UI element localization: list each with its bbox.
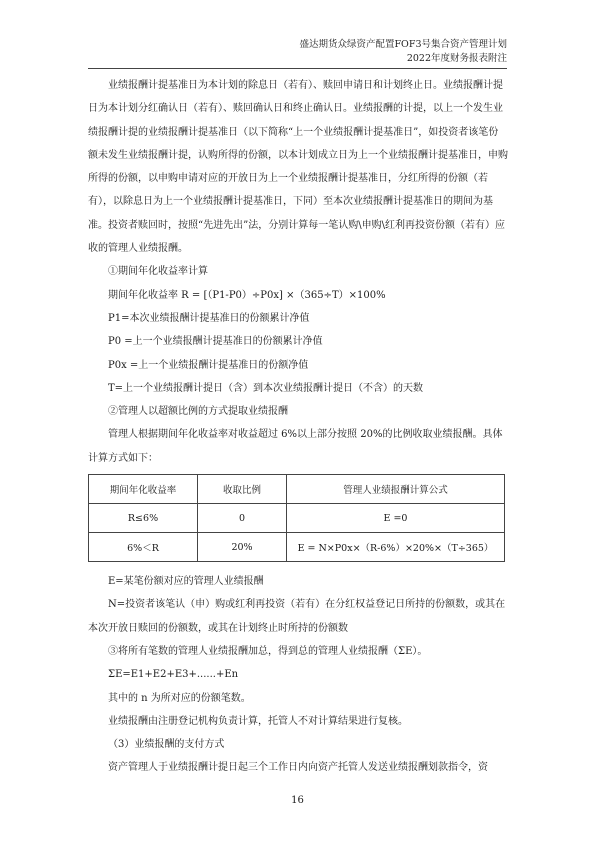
table-cell: 6%＜R <box>89 533 198 562</box>
table-header-cell: 期间年化收益率 <box>89 475 198 504</box>
definition-n: N=投资者该笔认（申）购或红利再投资（若有）在分红权益登记日所持的份额数，或其在本次开放日赎回的份额数，或其在计划终止时所持的份额数 <box>88 599 506 634</box>
header-divider <box>88 68 507 69</box>
definition-p0x: P0x =上一个业绩报酬计提基准日的份额净值 <box>108 359 309 371</box>
definition-p0: P0 =上一个业绩报酬计提基准日的份额累计净值 <box>108 336 323 348</box>
table-row <box>89 504 505 533</box>
definition-e: E=某笔份额对应的管理人业绩报酬 <box>108 576 264 588</box>
definition-p1: P1=本次业绩报酬计提基准日的份额累计净值 <box>108 312 310 324</box>
page-header <box>88 38 507 66</box>
section2-paragraph: 管理人根据期间年化收益率对收益超过 6%以上部分按照 20%的比例收取业绩报酬。具体计算方式如下： <box>88 429 503 464</box>
section2-title: ②管理人以超额比例的方式提取业绩报酬 <box>108 406 288 418</box>
section3-text: ③将所有笔数的管理人业绩报酬加总，得到总的管理人业绩报酬（ΣE）。 <box>108 645 428 657</box>
table-cell: E =0 <box>287 504 505 533</box>
definition-t: T=上一个业绩报酬计提日（含）到本次业绩报酬计提日（不含）的天数 <box>108 382 424 394</box>
table-cell: 20% <box>198 533 287 562</box>
intro-paragraph: 业绩报酬计提基准日为本计划的除息日（若有）、赎回申请日和计划终止日。业绩报酬计提日为本计划分红确认日（若有）、赎回确认日和终止确认日。业绩报酬的计提，以上一个发生业绩报酬计提的业绩报酬计提基准日（以下简称“上一个业绩报酬计提基准日”，如投资者该笔份额未发生业绩报酬计提，认购所得的份额，以本计划成立日为上一个业绩报酬计提基准日，申购所得的份额，以申购申请对应的开放日为上一个业绩报酬计提基准日，分红所得的份额（若有），以除息日为上一个业绩报酬计提基准日，下同）至本次业绩报酬计提基准日的期间为基准。投资者赎回时，按照“先进先出”法，分别计算每一笔认购\申购\红利再投资份额（若有）应收的管理人业绩报酬。 <box>88 80 508 255</box>
payment-section-title: （3）业绩报酬的支付方式 <box>108 739 225 751</box>
table-cell: R≤6% <box>89 504 198 533</box>
performance-fee-table <box>88 474 505 562</box>
page-number: 16 <box>291 795 304 806</box>
registrar-note: 业绩报酬由注册登记机构负责计算，托管人不对计算结果进行复核。 <box>108 715 408 727</box>
sum-formula: ΣE=E1+E2+E3+......+En <box>108 669 239 681</box>
table-cell: E = N×P0x×（R-6%）×20%×（T÷365） <box>287 533 505 562</box>
table-header-cell: 管理人业绩报酬计算公式 <box>287 475 505 504</box>
table-cell: 0 <box>198 504 287 533</box>
annualized-return-formula: 期间年化收益率 R = [（P1-P0）÷P0x] ×（365÷T）×100% <box>108 289 386 301</box>
table-header-row <box>89 475 505 504</box>
payment-paragraph: 资产管理人于业绩报酬计提日起三个工作日内向资产托管人发送业绩报酬划款指令，资 <box>108 762 488 774</box>
header-title: 盛达期货众绿资产配置FOF3号集合资产管理计划 <box>299 39 507 50</box>
header-subtitle: 2022年度财务报表附注 <box>406 53 507 64</box>
table-row <box>89 533 505 562</box>
section1-title: ①期间年化收益率计算 <box>108 266 208 278</box>
n-note: 其中的 n 为所对应的份额笔数。 <box>108 692 251 704</box>
table-header-cell: 收取比例 <box>198 475 287 504</box>
document-body <box>88 74 508 780</box>
